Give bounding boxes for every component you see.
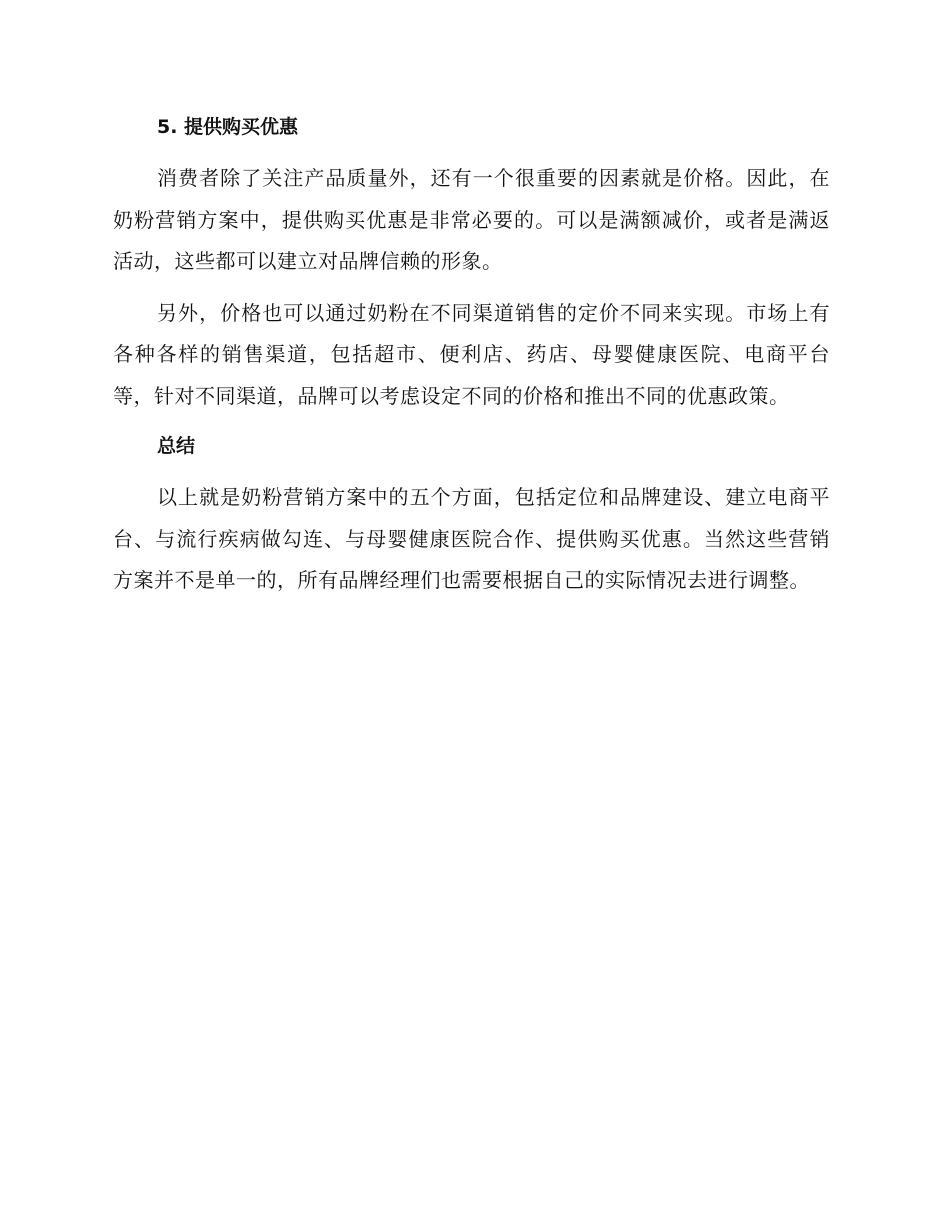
section-heading-discounts: 5. 提供购买优惠 <box>157 116 299 138</box>
section-heading-summary: 总结 <box>157 435 196 457</box>
paragraph-discounts-intro: 消费者除了关注产品质量外，还有一个很重要的因素就是价格。因此，在奶粉营销方案中，提供购买优惠是非常必要的。可以是满额减价，或者是满返活动，这些都可以建立对品牌信赖的形象。 <box>113 166 830 273</box>
paragraph-channel-pricing: 另外，价格也可以通过奶粉在不同渠道销售的定价不同来实现。市场上有各种各样的销售渠道，包括超市、便利店、药店、母婴健康医院、电商平台等，针对不同渠道，品牌可以考虑设定不同的价格和推出不同的优惠政策。 <box>113 300 830 408</box>
document-body <box>113 108 830 602</box>
paragraph-summary: 以上就是奶粉营销方案中的五个方面，包括定位和品牌建设、建立电商平台、与流行疾病做勾连、与母婴健康医院合作、提供购买优惠。当然这些营销方案并不是单一的，所有品牌经理们也需要根据自己的实际情况去进行调整。 <box>113 485 830 592</box>
